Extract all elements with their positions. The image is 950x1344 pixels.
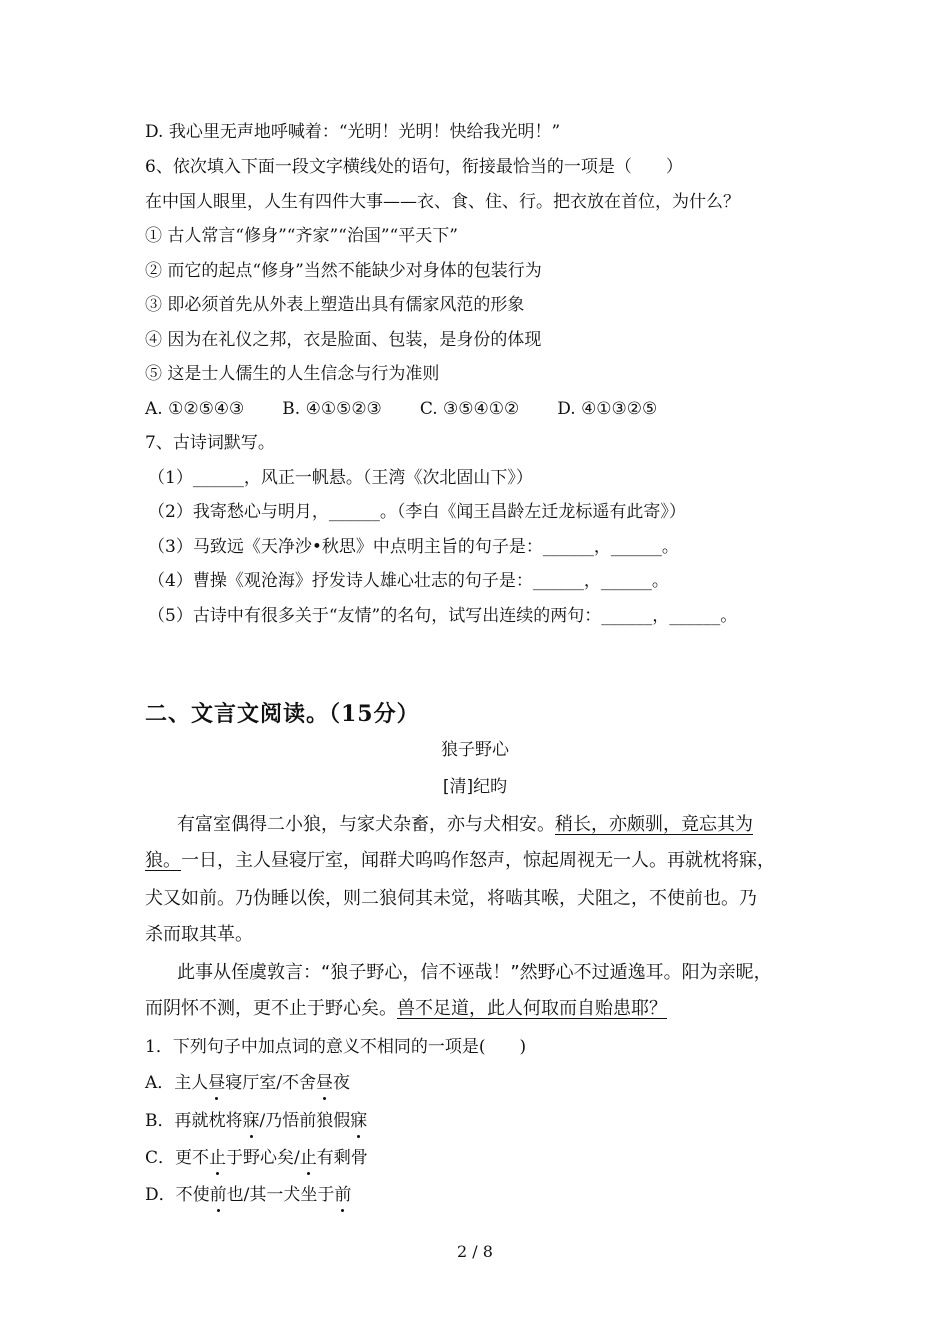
option-a: A. ①②⑤④③: [145, 399, 245, 419]
text-author: [清]纪昀: [442, 777, 508, 797]
item-3: ③ 即必须首先从外表上塑造出具有儒家风范的形象: [145, 295, 525, 315]
choice-text: 于野心矣/: [226, 1148, 300, 1168]
dotted-word: 止: [209, 1148, 227, 1168]
text-title: 狼子野心: [441, 740, 509, 760]
poem-item-1: （1）______，风正一帆悬。（王湾《次北固山下》）: [148, 468, 533, 488]
option-c: C. ③⑤④①②: [419, 399, 520, 419]
dotted-word: 前: [334, 1185, 352, 1205]
option-d: D. ④①③②⑤: [557, 399, 658, 419]
item-4: ④ 因为在礼仪之邦，衣是脸面、包装，是身份的体现: [145, 330, 542, 350]
choice-text: 寝厅室/不舍: [225, 1073, 317, 1093]
choice-text: 夜: [333, 1073, 351, 1093]
choice-a: [145, 1071, 350, 1095]
underlined-sentence: 稍长，亦颇驯，竟忘其为: [555, 814, 753, 835]
choice-b: [145, 1109, 367, 1133]
dotted-word: 昼: [316, 1073, 334, 1093]
poem-item-2: （2）我寄愁心与明月，______。（李白《闻王昌龄左迁龙标遥有此寄》）: [148, 502, 686, 522]
prose-segment: 有富室偶得二小狼，与家犬杂畜，亦与犬相安。: [177, 814, 555, 835]
underlined-sentence: 狼。: [145, 850, 181, 871]
poem-item-5: （5）古诗中有很多关于“友情”的名句，试写出连续的两句：______，______。: [148, 606, 738, 626]
poem-item-3: （3）马致远《天净沙•秋思》中点明主旨的句子是：______，______。: [148, 537, 679, 557]
page-number: 2 / 8: [457, 1242, 493, 1261]
question-6: 6、依次填入下面一段文字横线处的语句，衔接最恰当的一项是（ ）: [145, 157, 683, 177]
prose-segment: 一日，主人昼寝厅室，闻群犬呜呜作怒声，惊起周视无一人。再就枕将寐，: [181, 850, 775, 871]
prose-line: [177, 813, 847, 837]
dotted-word: 寐: [350, 1111, 368, 1131]
option-b: B. ④①⑤②③: [282, 399, 382, 419]
sub-question-1: 1．下列句子中加点词的意义不相同的一项是( ): [145, 1037, 527, 1057]
item-1: ① 古人常言“修身”“齐家”“治国”“平天下”: [145, 226, 458, 246]
choice-text: C．更不: [145, 1148, 210, 1168]
dotted-word: 昼: [208, 1073, 226, 1093]
choice-d: [145, 1183, 351, 1207]
question-6-context: 在中国人眼里，人生有四件大事——衣、食、住、行。把衣放在首位，为什么？: [145, 192, 740, 212]
choice-text: A．主人: [145, 1073, 209, 1093]
choice-text: 有剩骨: [316, 1148, 368, 1168]
dotted-word: 寐: [242, 1111, 260, 1131]
prose-line: 犬又如前。乃伪睡以俟，则二狼伺其未觉，将啮其喉，犬阻之，不使前也。乃: [145, 888, 757, 909]
choice-c: [145, 1146, 368, 1170]
prose-line: [145, 997, 815, 1021]
prose-line: [145, 849, 815, 873]
underlined-sentence: 兽不足道，此人何取而自贻患耶？: [397, 998, 667, 1019]
dotted-word: 前: [209, 1185, 227, 1205]
prose-line: 此事从侄虞敦言：“狼子野心，信不诬哉！”然野心不过遁逸耳。阳为亲昵，: [177, 962, 772, 983]
section-heading: 二、文言文阅读。（15分）: [145, 701, 420, 727]
prose-line: 杀而取其革。: [145, 924, 253, 945]
answer-options: [145, 397, 695, 421]
choice-text: 也/其一犬坐于: [226, 1185, 335, 1205]
poem-item-4: （4）曹操《观沧海》抒发诗人雄心壮志的句子是：______，______。: [148, 571, 669, 591]
option-d-line: D. 我心里无声地呼喊着：“光明！光明！快给我光明！”: [145, 122, 561, 142]
item-5: ⑤ 这是士人儒生的人生信念与行为准则: [145, 364, 440, 384]
question-7: 7、古诗词默写。: [145, 433, 275, 453]
choice-text: B．再就枕将: [145, 1111, 243, 1131]
prose-segment: 而阴怀不测，更不止于野心矣。: [145, 998, 397, 1019]
choice-text: /乃悟前狼假: [259, 1111, 351, 1131]
dotted-word: 止: [299, 1148, 317, 1168]
choice-text: D．不使: [145, 1185, 210, 1205]
item-2: ② 而它的起点“修身”当然不能缺少对身体的包装行为: [145, 261, 542, 281]
